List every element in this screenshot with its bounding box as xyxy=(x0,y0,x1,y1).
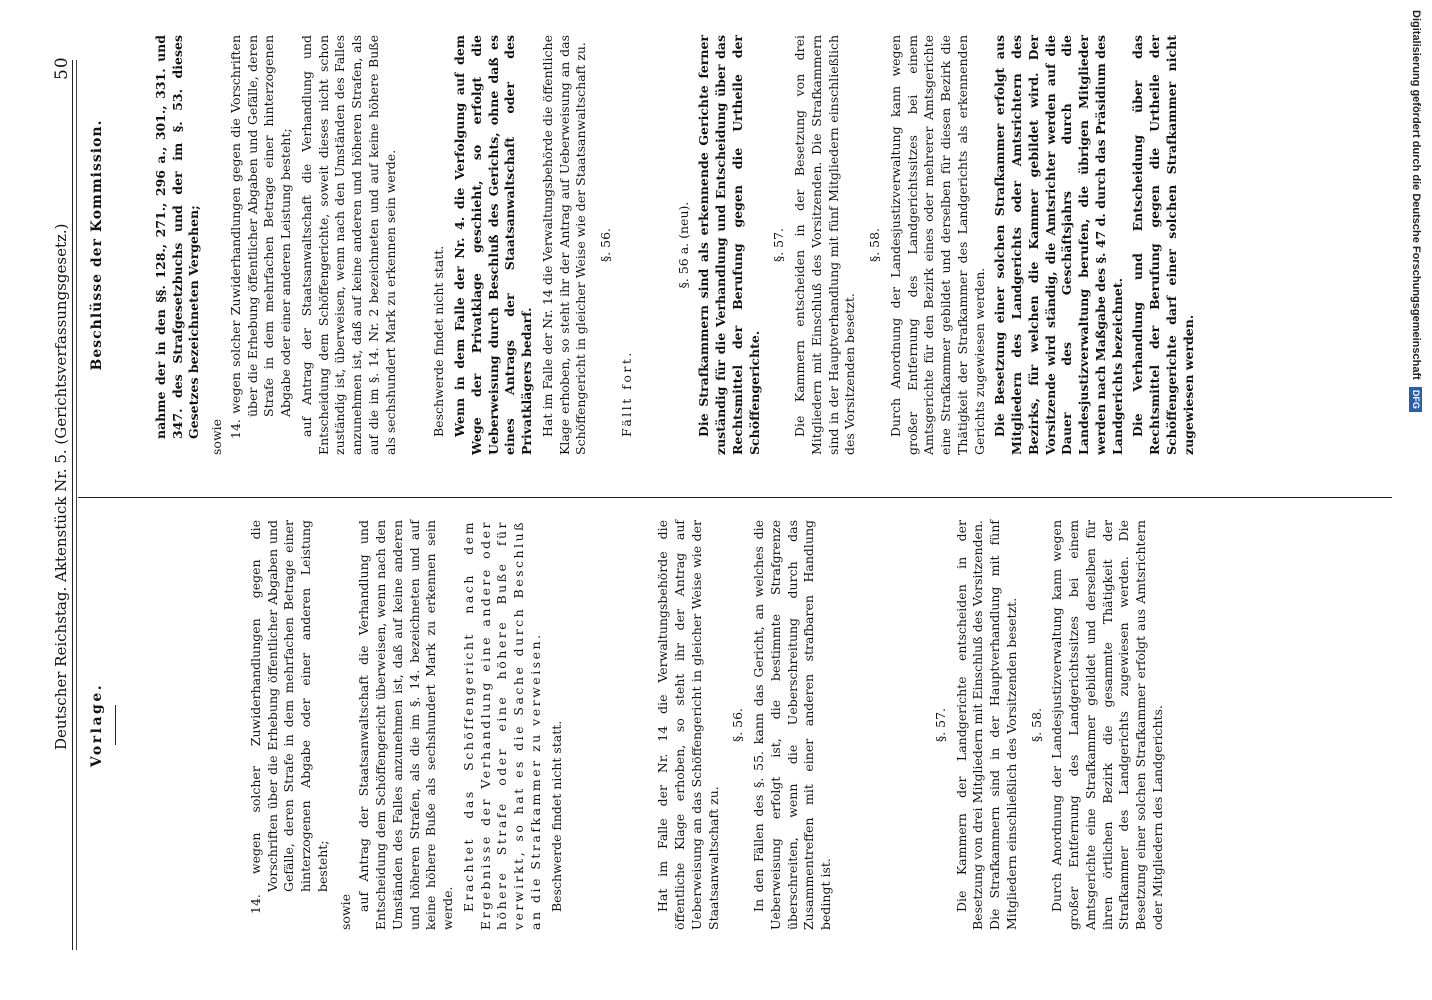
left-column xyxy=(88,520,1171,930)
right-paragraph: auf Antrag der Staatsanwaltschaft die Verhandlung und Entscheidung dem Schöffengerichte, soweit dieses nicht schon zuständig ist, überweisen, wenn nach den Umständen des Falles anzunehmen ist, daß auf keine anderen und höheren Strafen, als auf die im §. 14. Nr. 2 bezeichneten und auf keine höhere Buße als sechshundert Mark zu erkennen sein werde. xyxy=(298,35,398,455)
left-paragraph: Hat im Falle der Nr. 14 die Verwaltungsbehörde die öffentliche Klage erhoben, so steht ihr der Antrag auf Ueberweisung an das Schöffengericht in gleicher Weise wie der Staatsanwaltschaft zu. xyxy=(655,520,721,930)
dfg-logo: DFG xyxy=(1409,387,1422,412)
right-paragraph: Die Kammern entscheiden in der Besetzung von drei Mitgliedern mit Einschluß des Vorsitzenden. Die Strafkammern sind in der Hauptverhandlung mit fünf Mitgliedern einschließlich des Vorsitzenden besetzt. xyxy=(792,35,858,455)
left-sowie: sowie xyxy=(337,893,353,930)
section-heading: §. 56. xyxy=(730,707,746,743)
left-paragraph-spaced: Erachtet das Schöffengericht nach dem Ergebnisse der Verhandlung eine andere oder höhere Strafe oder eine höhere Buße für verwirkt, so hat es die Sache durch Beschluß an die Strafkammer zu verweisen. xyxy=(460,520,543,930)
right-sowie: sowie xyxy=(209,418,224,455)
right-paragraph: Beschwerde findet nicht statt. xyxy=(431,245,447,437)
right-item-14: 14. wegen solcher Zuwiderhandlungen gegen die Vorschriften über die Erhebung öffentlicher Abgaben und Gefälle, deren Strafe in dem mehrfachen Betrage einer hinterzogenen Abgabe oder einer anderen Leistung besteht; xyxy=(227,35,293,439)
right-paragraph: Durch Anordnung der Landesjustizverwaltung kann wegen großer Entfernung des Landgerichtssitzes bei einem Amtsgerichte für den Bezirk eines oder mehrerer Amtsgerichte eine Strafkammer gebildet und derselben für diesen Bezirk die Thätigkeit der Strafkammer des Landgerichts als erkennenden Gerichts zugewiesen werden. xyxy=(887,35,987,455)
left-item-14: 14. wegen solcher Zuwiderhandlungen gegen die Vorschriften über die Erhebung öffentlicher Abgaben und Gefälle, deren Strafe in dem mehrfachen Betrage einer hinterzogenen Abgabe oder einer anderen Leistung besteht; xyxy=(247,520,330,914)
page-number: 50 xyxy=(52,56,72,80)
left-paragraph: Beschwerde findet nicht statt. xyxy=(548,720,564,912)
left-paragraph: Die Kammern der Landgerichte entscheiden in der Besetzung von drei Mitgliedern mit Einschluß des Vorsitzenden. Die Strafkammern sind in der Hauptverhandlung mit fünf Mitgliedern einschließlich des Vorsitzenden besetzt. xyxy=(953,520,1019,930)
section-heading: §. 58. xyxy=(867,227,882,263)
left-column-title: Vorlage. xyxy=(89,682,105,768)
digitization-note-text: Digitalisierung gefördert durch die Deutsche Forschungsgemeinschaft xyxy=(1410,10,1422,380)
column-divider xyxy=(78,497,1392,498)
left-paragraph: In den Fällen des §. 55. kann das Gericht, an welches die Ueberweisung erfolgt ist, die bestimmte Strafgrenze überschreiten, wenn die Ueberschreitung durch das Zusammentreffen mit einer anderen strafbaren Handlung bedingt ist. xyxy=(751,520,833,930)
right-paragraph: Hat im Falle der Nr. 14 die Verwaltungsbehörde die öffentliche Klage erhoben, so steht ihr der Antrag auf Ueberweisung an das Schöffengericht in gleicher Weise wie der Staatsanwaltschaft zu. xyxy=(539,35,589,455)
left-paragraph: auf Antrag der Staatsanwaltschaft die Verhandlung und Entscheidung dem Schöffengericht überweisen, wenn nach den Umständen des Falles anzunehmen ist, daß auf keine anderen und höheren Strafen, als die im §. 14. bezeichneten und auf keine höhere Buße als sechshundert Mark zu erkennen sein werde. xyxy=(356,520,455,930)
right-paragraph: Fällt fort. xyxy=(618,350,634,437)
section-heading: §. 57. xyxy=(932,707,948,743)
right-column-title: Beschlüsse der Kommission. xyxy=(89,119,105,371)
right-paragraph-bold: Die Strafkammern sind als erkennende Gerichte ferner zuständig für die Verhandlung und Entscheidung über das Rechtsmittel der Berufung gegen die Urtheile der Schöffengerichte. xyxy=(696,35,762,455)
section-heading: §. 58. xyxy=(1028,707,1044,743)
right-paragraph-bold: Die Besetzung einer solchen Strafkammer erfolgt aus Mitgliedern des Landgerichts oder Amtsrichtern des Bezirks, für welchen die Kammer gebildet wird. Der Vorsitzende wird ständig, die Amtsrichter werden auf die Dauer des Geschäftsjahrs durch die Landesjustizverwaltung berufen, die übrigen Mitglieder werden nach Maßgabe des §. 47 d. durch das Präsidium des Landgerichts bezeichnet. xyxy=(992,35,1125,455)
running-title: Deutscher Reichstag. Aktenstück Nr. 5. (Gerichtsverfassungsgesetz.) xyxy=(52,223,70,750)
title-rule xyxy=(115,705,116,745)
section-heading: §. 56. xyxy=(598,227,613,263)
right-paragraph-bold: Wenn in dem Falle der Nr. 4. die Verfolgung auf dem Wege der Privatklage geschieht, so erfolgt die Ueberweisung durch Beschluß des Gerichts, ohne daß es eines Antrags der Staatsanwaltschaft oder des Privatklägers bedarf. xyxy=(452,35,534,455)
right-paragraph-bold: nahme der in den §§. 128., 271., 296 a., 301., 331. und 347. des Strafgesetzbuchs und der im §. 53. dieses Gesetzes bezeichneten Vergehen; xyxy=(152,35,202,439)
right-paragraph-bold: Die Verhandlung und Entscheidung über das Rechtsmittel der Berufung gegen die Urtheile der Schöffengerichte darf einer solchen Strafkammer nicht zugewiesen werden. xyxy=(1130,35,1196,455)
page-header xyxy=(0,0,70,1000)
section-heading: §. 56 a. (neu). xyxy=(675,201,691,289)
right-column xyxy=(88,35,1201,455)
digitization-note xyxy=(1404,0,1428,1000)
left-paragraph: Durch Anordnung der Landesjustizverwaltung kann wegen großer Entfernung des Landgerichtssitzes bei einem Amtsgerichte eine Strafkammer gebildet und derselben für ihren örtlichen Bezirk die gesammte Thätigkeit der Strafkammer des Landgerichts zugewiesen werden. Die Besetzung einer solchen Strafkammer erfolgt aus Amtsrichtern oder Mitgliedern des Landgerichts. xyxy=(1049,520,1165,930)
header-rule-thin xyxy=(76,60,77,950)
header-rule xyxy=(72,60,73,950)
section-heading: §. 57. xyxy=(771,227,787,263)
